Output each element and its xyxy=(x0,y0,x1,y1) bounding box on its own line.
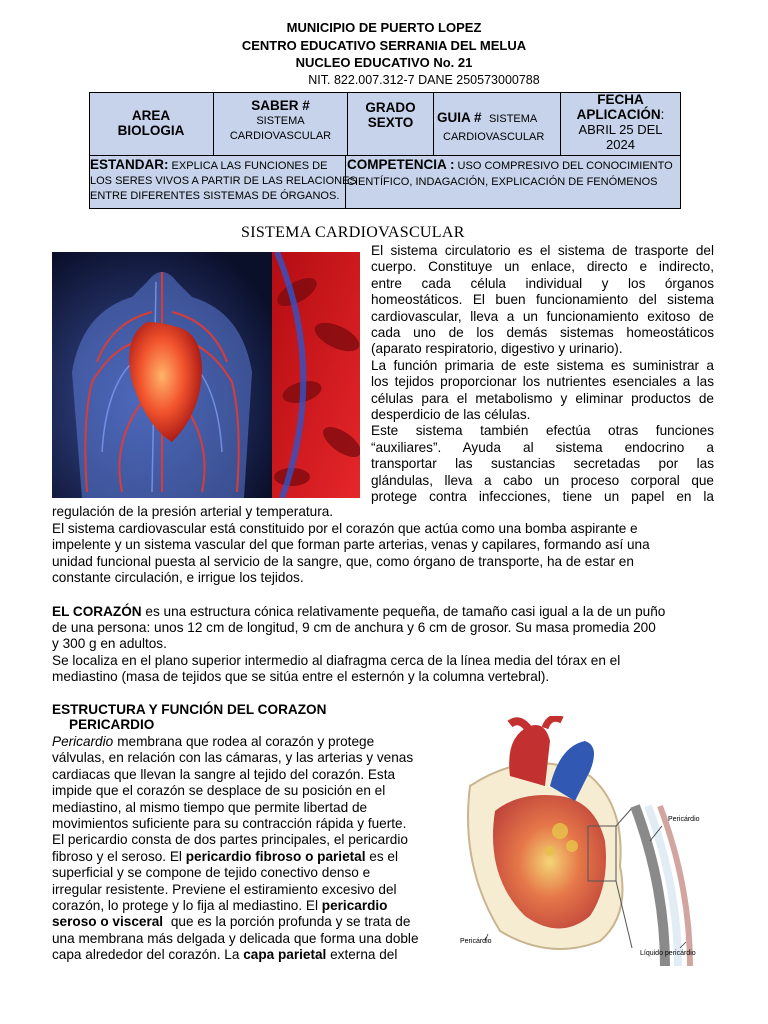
pericardio-line xyxy=(52,931,440,947)
saber-value-2: CARDIOVASCULAR xyxy=(229,130,332,142)
pericardio-line xyxy=(52,832,440,848)
pericardio-line xyxy=(52,947,440,963)
guia-value-2: CARDIOVASCULAR xyxy=(443,131,545,143)
pericardio-text: es el xyxy=(365,848,399,864)
guia-value-1: SISTEMA xyxy=(488,113,538,125)
pericardio-text: cardiacas que llevan la sangre al tejido del corazón. Esta xyxy=(52,766,396,782)
area-label: AREA xyxy=(131,108,171,123)
corazon-line-1 xyxy=(52,604,716,620)
pericardio-text: El pericardio consta de dos partes principales, el pericardio xyxy=(52,832,408,848)
pericardio-italic-term: Pericardio xyxy=(52,734,114,749)
page-title: SISTEMA CARDIOVASCULAR xyxy=(241,224,465,241)
sistema-line: El sistema cardiovascular está constituido por el corazón que actúa como una bomba aspirante e xyxy=(52,521,638,536)
pericardio-text: irregular resistente. Previene el estiramiento excesivo del xyxy=(52,881,397,897)
pericardio-line xyxy=(52,816,440,832)
fecha-value-1: ABRIL 25 DEL xyxy=(578,122,663,137)
pericardio-line xyxy=(52,783,440,799)
label-pericardio-top: Pericárdio xyxy=(668,816,700,823)
estandar-text-3: ENTRE DIFERENTES SISTEMAS DE ÓRGANOS. xyxy=(90,190,340,202)
intro-line: células para el metabolismo y eliminar productos de xyxy=(371,390,714,406)
pericardio-line xyxy=(52,800,440,816)
estructura-heading: ESTRUCTURA Y FUNCIÓN DEL CORAZON xyxy=(52,702,327,717)
school-municipality: MUNICIPIO DE PUERTO LOPEZ xyxy=(286,20,482,35)
intro-line: (aparato respiratorio, digestivo y urinario). xyxy=(371,341,623,357)
pericardio-bold-term: pericardio fibroso o parietal xyxy=(185,848,366,864)
pericardio-line xyxy=(52,849,440,865)
estandar-text-2: LOS SERES VIVOS A PARTIR DE LAS RELACIONES xyxy=(90,175,357,187)
grado-cell xyxy=(348,92,434,155)
label-liquido: Líquido pericárdio xyxy=(640,950,696,957)
grado-value: SEXTO xyxy=(367,115,414,130)
pericardio-line xyxy=(52,882,440,898)
circulatory-illustration xyxy=(52,252,360,498)
pericardio-text: una membrana más delgada y delicada que forma una doble xyxy=(52,930,419,946)
intro-line: los tejidos proporcionar los nutrientes esenciales a las xyxy=(371,374,714,390)
pericardio-line xyxy=(52,898,440,914)
fecha-label-1: FECHA xyxy=(597,92,644,107)
pericardio-text: capa alrededor del corazón. La xyxy=(52,947,244,963)
pericardio-text: fibroso y el seroso. El xyxy=(52,848,186,864)
corazon-line-4: Se localiza en el plano superior intermedio al diafragma cerca de la línea media del tórax en el xyxy=(52,653,621,668)
intro-line: El sistema circulatorio es el sistema de trasporte del xyxy=(371,243,714,258)
corazon-label: EL CORAZÓN xyxy=(52,604,142,619)
pericardio-text: movimientos suficiente para su contracción rápida y fuerte. xyxy=(52,816,407,831)
pericardio-text: superficial y se compone de tejido conectivo denso e xyxy=(52,865,371,881)
pericardio-text: impide que el corazón se desplace de su posición en el xyxy=(52,783,386,799)
pericardio-text: que es la porción profunda y se trata de xyxy=(167,914,411,930)
pericardium-illustration xyxy=(450,716,712,966)
pericardio-text: membrana que rodea al corazón y protege xyxy=(117,734,375,749)
competencia-cell xyxy=(346,155,680,208)
corazon-text-1: es una estructura cónica relativamente pequeña, de tamaño casi igual a la de un puño xyxy=(141,604,666,619)
intro-line: Este sistema también efectúa otras funciones xyxy=(371,423,714,439)
corazon-line-2: de una persona: unos 12 cm de longitud, 9 cm de anchura y 6 cm de grosor. Su masa promedia 200 xyxy=(52,620,656,635)
pericardio-bold-term: seroso o visceral xyxy=(52,914,164,930)
pericardio-line xyxy=(52,865,440,881)
fecha-cell xyxy=(561,92,680,155)
school-nit-dane: NIT. 822.007.312-7 DANE 250573000788 xyxy=(308,73,540,87)
intro-line: homeostáticos. El buen funcionamiento del sistema xyxy=(371,292,714,308)
intro-line: cardiovascular, lleva a un funcionamiento exitoso de xyxy=(371,308,714,324)
grado-label: GRADO xyxy=(365,100,416,115)
intro-line: entre cada célula individual y los órganos xyxy=(371,275,714,291)
school-name: CENTRO EDUCATIVO SERRANIA DEL MELUA xyxy=(241,38,527,53)
intro-line: cada uno de los demás sistemas homeostáticos xyxy=(371,325,714,340)
pericardio-line xyxy=(52,750,440,766)
estandar-label: ESTANDAR: xyxy=(90,157,169,172)
guia-label: GUIA # xyxy=(437,110,482,125)
pericardio-text: externa del xyxy=(326,947,398,963)
fecha-colon: : xyxy=(660,107,665,122)
pericardio-line xyxy=(52,734,440,750)
area-value: BIOLOGIA xyxy=(117,123,185,138)
intro-line: protege contra infecciones, tiene un papel en la xyxy=(371,489,714,504)
fecha-value-2: 2024 xyxy=(606,137,635,152)
label-pericardio-bottom: Pericárdio xyxy=(460,938,492,945)
pericardio-text: corazón, lo protege y lo fija al mediastino. El xyxy=(52,898,322,913)
corazon-line-3: y 300 g en adultos. xyxy=(52,636,167,651)
saber-value-1: SISTEMA xyxy=(256,115,305,127)
intro-line: glándulas, lleva a cabo un proceso corporal que xyxy=(371,472,714,488)
sistema-line: constante circulación, e irrigue los tejidos. xyxy=(52,570,304,586)
intro-line: transportar las sustancias secretadas por las xyxy=(371,456,714,472)
pericardium-image xyxy=(450,716,712,966)
competencia-label: COMPETENCIA : xyxy=(347,157,455,172)
circulatory-system-image xyxy=(52,252,360,498)
pericardio-line xyxy=(52,767,440,783)
para-regulacion: regulación de la presión arterial y temperatura. xyxy=(52,504,334,519)
area-cell xyxy=(89,92,214,155)
pericardio-subheading: PERICARDIO xyxy=(69,717,155,732)
fecha-label-2: APLICACIÓN xyxy=(576,107,661,122)
sistema-line: unidad funcional puesta al servicio de la sangre, que, como órgano de transporte, ha de estar en xyxy=(52,553,634,569)
pericardio-bold-term: capa parietal xyxy=(243,947,327,963)
estandar-text-1: EXPLICA LAS FUNCIONES DE xyxy=(168,160,328,172)
pericardio-text: mediastino, al mismo tiempo que permite libertad de xyxy=(52,799,368,815)
pericardio-text: válvulas, en relación con las cámaras, y las arterias y venas xyxy=(52,750,414,766)
corazon-line-5: mediastino (masa de tejidos que se sitúa entre el esternón y la columna vertebral). xyxy=(52,669,550,684)
estandar-cell xyxy=(89,155,357,208)
sistema-line: impelente y un sistema vascular del que forman parte arterias, venas y capilares, formando así una xyxy=(52,537,650,553)
intro-line: “auxiliares”. Ayuda al sistema endocrino a xyxy=(371,439,714,455)
guia-cell xyxy=(434,92,561,155)
pericardio-bold-term: pericardio xyxy=(321,898,388,913)
competencia-text-2: CIENTÍFICO, INDAGACIÓN, EXPLICACIÓN DE FENÓMENOS xyxy=(347,176,658,188)
saber-cell xyxy=(214,92,348,155)
intro-line: desperdicio de las células. xyxy=(371,407,531,422)
saber-label: SABER # xyxy=(251,98,310,113)
competencia-text-1: USO COMPRESIVO DEL CONOCIMIENTO xyxy=(454,160,673,172)
school-nucleus: NUCLEO EDUCATIVO No. 21 xyxy=(295,55,473,70)
intro-line: cuerpo. Constituye un enlace, directo e indirecto, xyxy=(371,259,714,275)
pericardio-line xyxy=(52,914,440,930)
intro-line: La función primaria de este sistema es suministrar a xyxy=(371,357,714,373)
